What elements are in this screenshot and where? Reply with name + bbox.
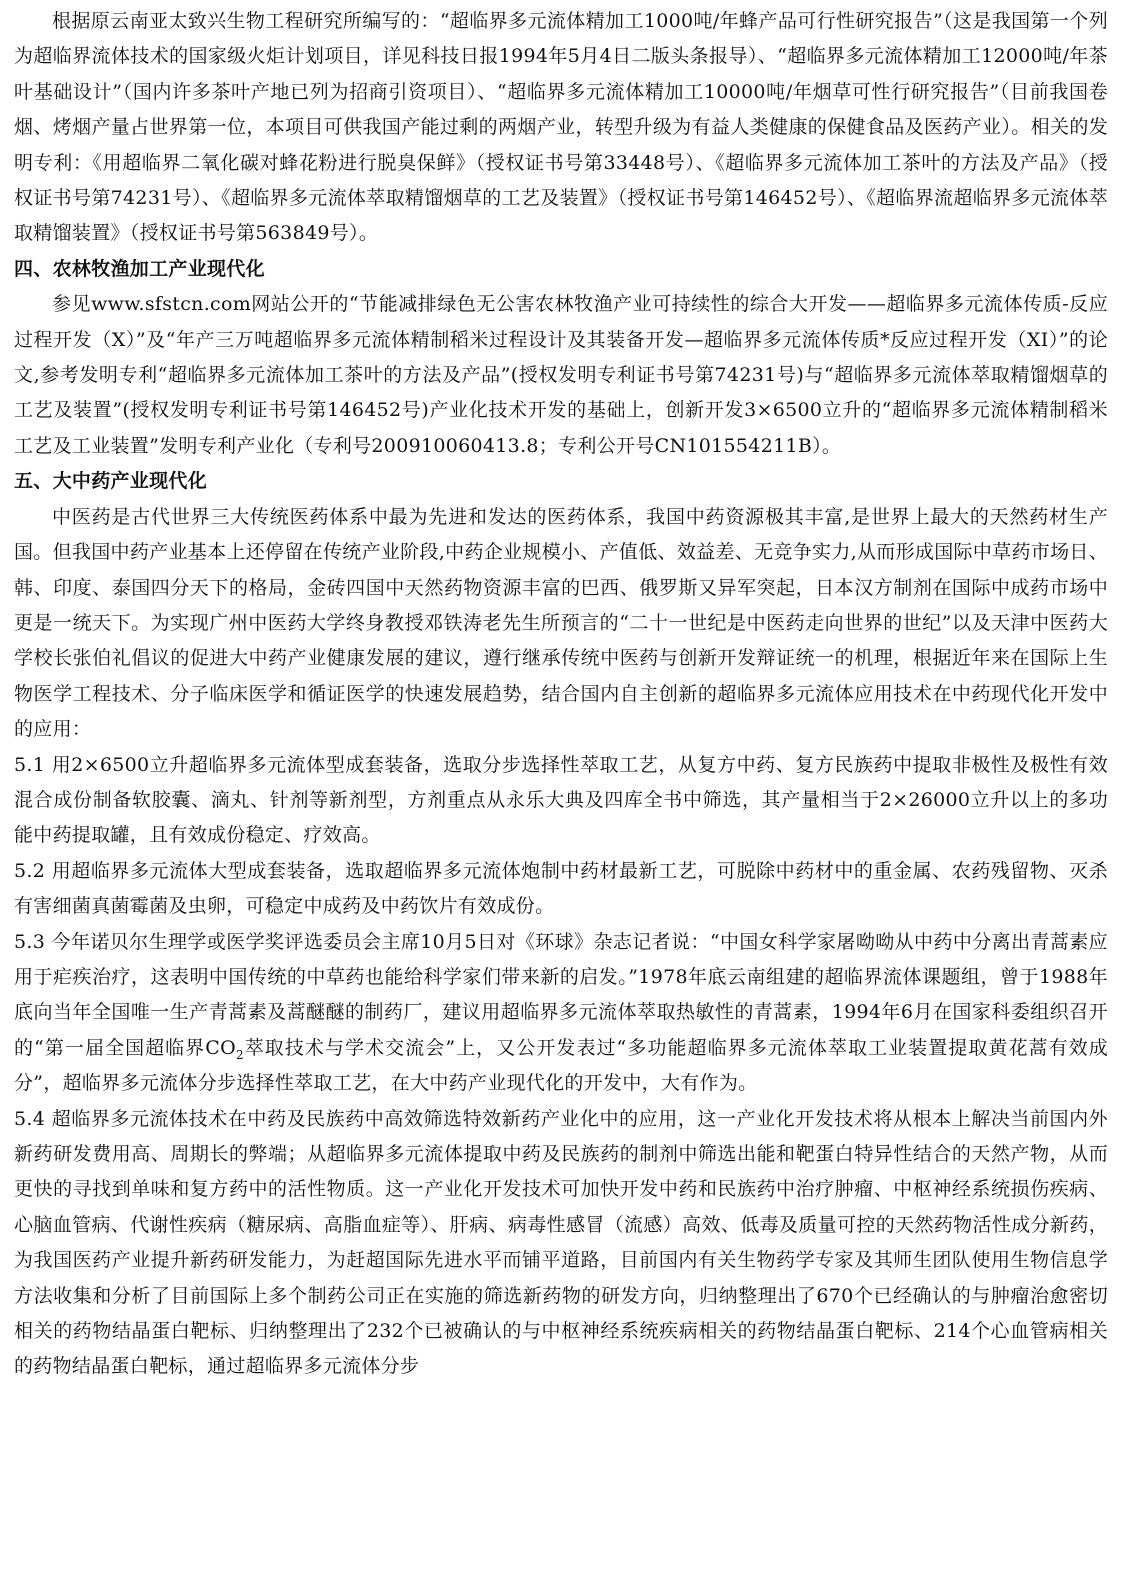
paragraph-tcm-intro: 中医药是古代世界三大传统医药体系中最为先进和发达的医药体系，我国中药资源极其丰富,是世界上最大的天然药材生产国。但我国中药产业基本上还停留在传统产业阶段,中药企业规模小、产值低、效益差、无竞争实力,从而形成国际中草药市场日、韩、印度、泰国四分天下的格局，金砖四国中天然药物资源丰富的巴西、俄罗斯又异军突起，日本汉方制剂在国际中成药市场中更是一统天下。为实现广州中医药大学终身教授邓铁涛老先生所预言的“二十一世纪是中医药走向世界的世纪”以及天津中医药大学校长张伯礼倡议的促进大中药产业健康发展的建议，遵行继承传统中医药与创新开发辩证统一的机理，根据近年来在国际上生物医学工程技术、分子临床医学和循证医学的快速发展趋势，结合国内自主创新的超临界多元流体应用技术在中药现代化开发中的应用： [14, 505, 1108, 741]
paragraph-5-3-part-a: 5.3 今年诺贝尔生理学或医学奖评选委员会主席10月5日对《环球》杂志记者说：“中国女科学家屠呦呦从中药中分离出青蒿素应用于疟疾治疗，这表明中国传统的中草药也能给科学家们带来新的启发。”1978年底云南组建的超临界流体课题组，曾于1988年底向当年全国唯一生产青蒿素及蒿醚醚的制药厂，建议用超临界多元流体萃取热敏性的青蒿素，1994年6月在国家科委组织召开的“第一届全国超临界CO [14, 930, 1108, 1059]
paragraph-5-1: 5.1 用2×6500立升超临界多元流体型成套装备，选取分步选择性萃取工艺，从复方中药、复方民族药中提取非极性及极性有效混合成份制备软胶囊、滴丸、针剂等新剂型，方剂重点从永乐大典及四库全书中筛选，其产量相当于2×26000立升以上的多功能中药提取罐，且有效成份稳定、疗效高。 [14, 753, 1108, 847]
paragraph-5-4: 5.4 超临界多元流体技术在中药及民族药中高效筛选特效新药产业化中的应用，这一产业化开发技术将从根本上解决当前国内外新药研发费用高、周期长的弊端；从超临界多元流体提取中药及民族药的制剂中筛选出能和靶蛋白特异性结合的天然产物，从而更快的寻找到单味和复方药中的活性物质。这一产业化开发技术可加快开发中药和民族药中治疗肿瘤、中枢神经系统损伤疾病、心脑血管病、代谢性疾病（糖尿病、高脂血症等）、肝病、病毒性感冒（流感）高效、低毒及质量可控的天然药物活性成分新药，为我国医药产业提升新药研发能力，为赶超国际先进水平而铺平道路，目前国内有关生物药学专家及其师生团队使用生物信息学方法收集和分析了目前国际上多个制药公司正在实施的筛选新药物的研发方向，归纳整理出了670个已经确认的与肿瘤治愈密切相关的药物结晶蛋白靶标、归纳整理出了232个已被确认的与中枢神经系统疾病相关的药物结晶蛋白靶标、214个心血管病相关的药物结晶蛋白靶标，通过超临界多元流体分步 [14, 1107, 1108, 1378]
section-heading-4: 四、农林牧渔加工产业现代化 [14, 257, 265, 280]
paragraph-5-3-part-b: 萃取技术与学术交流会”上，又公开发表过“多功能超临界多元流体萃取工业装置提取黄花蒿有效成分”，超临界多元流体分步选择性萃取工艺，在大中药产业现代化的开发中，大有作为。 [14, 1036, 1108, 1095]
paragraph-5-2: 5.2 用超临界多元流体大型成套装备，选取超临界多元流体炮制中药材最新工艺，可脱除中药材中的重金属、农药残留物、灭杀有害细菌真菌霉菌及虫卵，可稳定中成药及中药饮片有效成份。 [14, 859, 1108, 918]
co2-subscript: 2 [236, 1047, 244, 1062]
paragraph-agriculture: 参见www.sfstcn.com网站公开的“节能减排绿色无公害农林牧渔产业可持续性的综合大开发——超临界多元流体传质-反应过程开发（X）”及“年产三万吨超临界多元流体精制稻米过程设计及其装备开发—超临界多元流体传质*反应过程开发（XI）”的论文,参考发明专利“超临界多元流体加工茶叶的方法及产品”(授权发明专利证书号第74231号)与“超临界多元流体萃取精馏烟草的工艺及装置”(授权发明专利证书号第146452号)产业化技术开发的基础上，创新开发3×6500立升的“超临界多元流体精制稻米工艺及工业装置”发明专利产业化（专利号200910060413.8；专利公开号CN101554211B）。 [14, 293, 1108, 457]
document-page [14, 4, 1108, 1385]
section-heading-5: 五、大中药产业现代化 [14, 470, 208, 493]
paragraph-research-reports: 根据原云南亚太致兴生物工程研究所编写的：“超临界多元流体精加工1000吨/年蜂产品可行性研究报告”（这是我国第一个列为超临界流体技术的国家级火炬计划项目，详见科技日报1994年5月4日二版头条报导）、“超临界多元流体精加工12000吨/年茶叶基础设计”（国内许多茶叶产地已列为招商引资项目）、“超临界多元流体精加工10000吨/年烟草可性行研究报告”（目前我国卷烟、烤烟产量占世界第一位，本项目可供我国产能过剩的两烟产业，转型升级为有益人类健康的保健食品及医药产业）。相关的发明专利：《用超临界二氧化碳对蜂花粉进行脱臭保鲜》（授权证书号第33448号）、《超临界多元流体加工茶叶的方法及产品》（授权证书号第74231号）、《超临界多元流体萃取精馏烟草的工艺及装置》（授权证书号第146452号）、《超临界流超临界多元流体萃取精馏装置》（授权证书号第563849号）。 [14, 10, 1108, 245]
paragraph-5-3 [14, 925, 1108, 1102]
